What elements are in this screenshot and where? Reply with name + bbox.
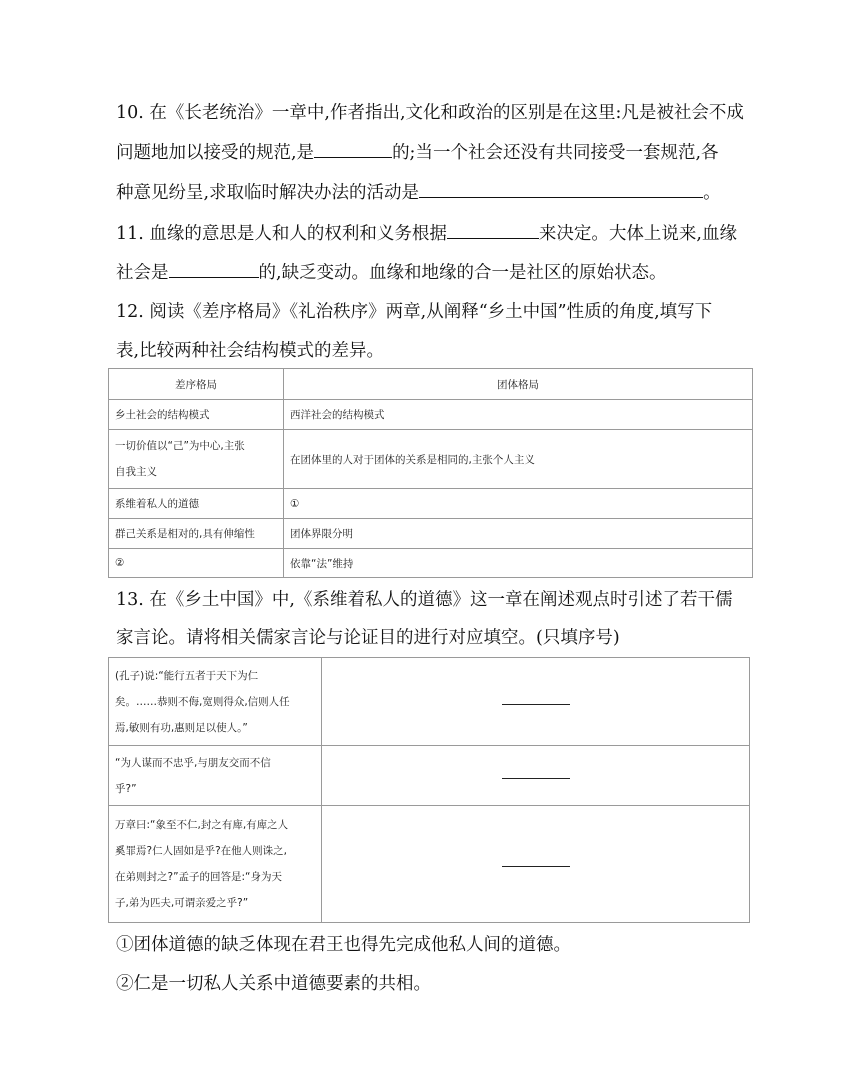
table-header: 团体格局 (284, 369, 753, 400)
table-cell-line: 一切价值以“己”为中心,主张 (115, 440, 245, 452)
quote-cell (109, 746, 322, 806)
table-cell: 在团体里的人对于团体的关系是相同的,主张个人主义 (284, 430, 753, 489)
option-2-text: ②仁是一切私人关系中道德要素的共相。 (116, 974, 431, 994)
option-1-text: ①团体道德的缺乏体现在君王也得先完成他私人间的道德。 (116, 935, 571, 955)
q10-text-2a: 问题地加以接受的规范,是 (116, 143, 315, 163)
table-cell: 团体界限分明 (284, 519, 753, 549)
table-cell-line: 自我主义 (115, 466, 157, 478)
quote-line: 在弟则封之?”孟子的回答是:“身为天 (115, 871, 282, 883)
option-2 (116, 972, 431, 996)
quote-line: 矣。……恭则不侮,宽则得众,信则人任 (115, 695, 290, 708)
answer-blank[interactable] (502, 865, 570, 867)
q13-text-1: 13. 在《乡土中国》中,《系维着私人的道德》这一章在阐述观点时引述了若干儒 (116, 590, 733, 610)
quote-line: 万章曰:“象至不仁,封之有庳,有庳之人 (115, 819, 289, 831)
q13-line-2 (116, 626, 620, 650)
quote-line: 奚罪焉?仁人固如是乎?在他人则诛之, (115, 845, 287, 857)
q11-blank-1[interactable] (447, 221, 539, 239)
option-1 (116, 933, 571, 957)
answer-cell[interactable] (322, 746, 750, 806)
quote-cell (109, 806, 322, 923)
answer-slot-2[interactable]: ② (109, 549, 284, 578)
table-header: 差序格局 (109, 369, 284, 400)
quote-cell (109, 658, 322, 746)
q11-line-2 (116, 260, 667, 285)
q10-text-3a: 种意见纷呈,求取临时解决办法的活动是 (116, 183, 420, 203)
table-cell: 西洋社会的结构模式 (284, 400, 753, 430)
table-cell: 系维着私人的道德 (109, 489, 284, 519)
q10-line-1 (116, 101, 744, 125)
q11-text-2b: 的,缺乏变动。血缘和地缘的合一是社区的原始状态。 (258, 263, 667, 283)
table-cell (109, 430, 284, 489)
table-cell: 依靠“法”维持 (284, 549, 753, 578)
q11-text-2a: 社会是 (116, 263, 169, 283)
q10-text-1: 10. 在《长老统治》一章中,作者指出,文化和政治的区别是在这里:凡是被社会不成 (116, 103, 744, 123)
quote-line: (孔子)说:“能行五者于天下为仁 (115, 669, 259, 682)
answer-blank[interactable] (502, 777, 570, 779)
table-row (109, 746, 750, 806)
q13-text-2: 家言论。请将相关儒家言论与论证目的进行对应填空。(只填序号) (116, 628, 620, 648)
q10-line-2 (116, 140, 719, 165)
table-row (109, 519, 753, 549)
q13-line-1 (116, 588, 732, 612)
q10-text-2b: 的;当一个社会还没有共同接受一套规范,各 (392, 143, 719, 163)
quote-line: 子,弟为匹夫,可谓亲爱之乎?” (115, 897, 249, 909)
answer-cell[interactable] (322, 658, 750, 746)
q12-text-1: 12. 阅读《差序格局》《礼治秩序》两章,从阐释“乡土中国”性质的角度,填写下 (116, 302, 713, 322)
table-cell: 群己关系是相对的,具有伸缩性 (109, 519, 284, 549)
quote-line: “为人谋而不忠乎,与朋友交而不信 (115, 756, 271, 769)
answer-cell[interactable] (322, 806, 750, 923)
q12-text-2: 表,比较两种社会结构模式的差异。 (116, 341, 385, 361)
structure-comparison-table (108, 368, 753, 578)
table-header-row (109, 369, 753, 400)
answer-blank[interactable] (502, 703, 570, 705)
table-row (109, 549, 753, 578)
table-row (109, 400, 753, 430)
quote-line: 焉,敏则有功,惠则足以使人。” (115, 721, 248, 734)
quote-line: 乎?” (115, 782, 137, 795)
q12-line-1 (116, 300, 712, 324)
table-row (109, 806, 750, 923)
answer-slot-1[interactable]: ① (284, 489, 753, 519)
q11-text-1a: 11. 血缘的意思是人和人的权利和义务根据 (116, 224, 447, 244)
q10-text-3b: 。 (703, 183, 721, 203)
table-row (109, 430, 753, 489)
table-row (109, 658, 750, 746)
q11-text-1b: 来决定。大体上说来,血缘 (538, 224, 737, 244)
table-row (109, 489, 753, 519)
q10-line-3 (116, 180, 721, 205)
quotation-matching-table (108, 657, 750, 923)
q10-blank-2[interactable] (419, 180, 703, 198)
q12-line-2 (116, 339, 384, 363)
q11-line-1 (116, 221, 737, 246)
table-cell: 乡土社会的结构模式 (109, 400, 284, 430)
q11-blank-2[interactable] (169, 260, 259, 278)
q10-blank-1[interactable] (314, 140, 392, 158)
